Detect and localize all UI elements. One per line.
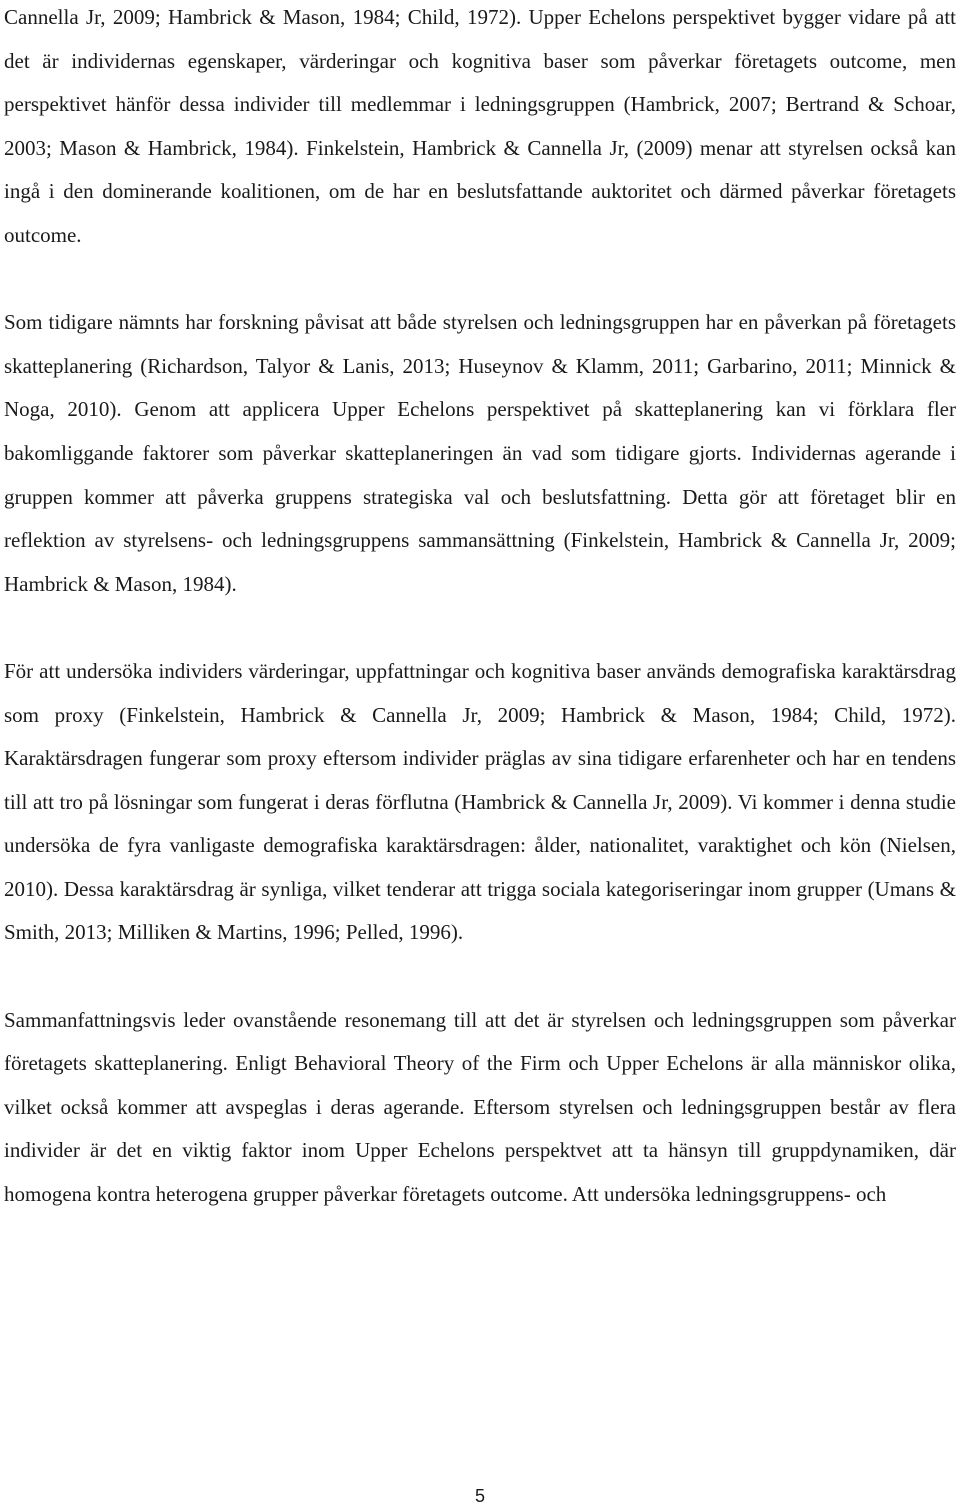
page-number: 5 (474, 1486, 485, 1506)
document-page (4, 0, 956, 1217)
paragraph-summary: Sammanfattningsvis leder ovanstående resonemang till att det är styrelsen och ledningsgruppen som påverkar företagets skatteplanering. Enligt Behavioral Theory of the Firm och Upper Echelons är alla människor olika, vilket också kommer att avspeglas i deras agerande. Eftersom styrelsen och ledningsgruppen består av flera individer är det en viktig faktor inom Upper Echelons perspektvet att ta hänsyn till gruppdynamiken, där homogena kontra heterogena grupper påverkar företagets outcome. Att undersöka ledningsgruppens- och (4, 1007, 956, 1207)
paragraph-demographics: För att undersöka individers värderingar, uppfattningar och kognitiva baser används demografiska karaktärsdrag som proxy (Finkelstein, Hambrick & Cannella Jr, 2009; Hambrick & Mason, 1984; Child, 1972). Karaktärsdragen fungerar som proxy eftersom individer präglas av sina tidigare erfarenheter och har en tendens till att tro på lösningar som fungerat i deras förflutna (Hambrick & Cannella Jr, 2009). Vi kommer i denna studie undersöka de fyra vanligaste demografiska karaktärsdragen: ålder, nationalitet, varaktighet och kön (Nielsen, 2010). Dessa karaktärsdrag är synliga, vilket tenderar att trigga sociala kategoriseringar inom grupper (Umans & Smith, 2013; Milliken & Martins, 1996; Pelled, 1996). (4, 658, 956, 945)
paragraph-tax-planning: Som tidigare nämnts har forskning påvisat att både styrelsen och ledningsgruppen har en påverkan på företagets skatteplanering (Richardson, Talyor & Lanis, 2013; Huseynov & Klamm, 2011; Garbarino, 2011; Minnick & Noga, 2010). Genom att applicera Upper Echelons perspektivet på skatteplanering kan vi förklara fler bakomliggande faktorer som påverkar skatteplaneringen än vad som tidigare gjorts. Individernas agerande i gruppen kommer att påverka gruppens strategiska val och beslutsfattning. Detta gör att företaget blir en reflektion av styrelsens- och ledningsgruppens sammansättning (Finkelstein, Hambrick & Cannella Jr, 2009; Hambrick & Mason, 1984). (4, 310, 956, 596)
paragraph-upper-echelons: Cannella Jr, 2009; Hambrick & Mason, 1984; Child, 1972). Upper Echelons perspektivet bygger vidare på att det är individernas egenskaper, värderingar och kognitiva baser som påverkar företagets outcome, men perspektivet hänför dessa individer till medlemmar i ledningsgruppen (Hambrick, 2007; Bertrand & Schoar, 2003; Mason & Hambrick, 1984). Finkelstein, Hambrick & Cannella Jr, (2009) menar att styrelsen också kan ingå i den dominerande koalitionen, om de har en beslutsfattande auktoritet och därmed påverkar företagets outcome. (4, 5, 956, 247)
